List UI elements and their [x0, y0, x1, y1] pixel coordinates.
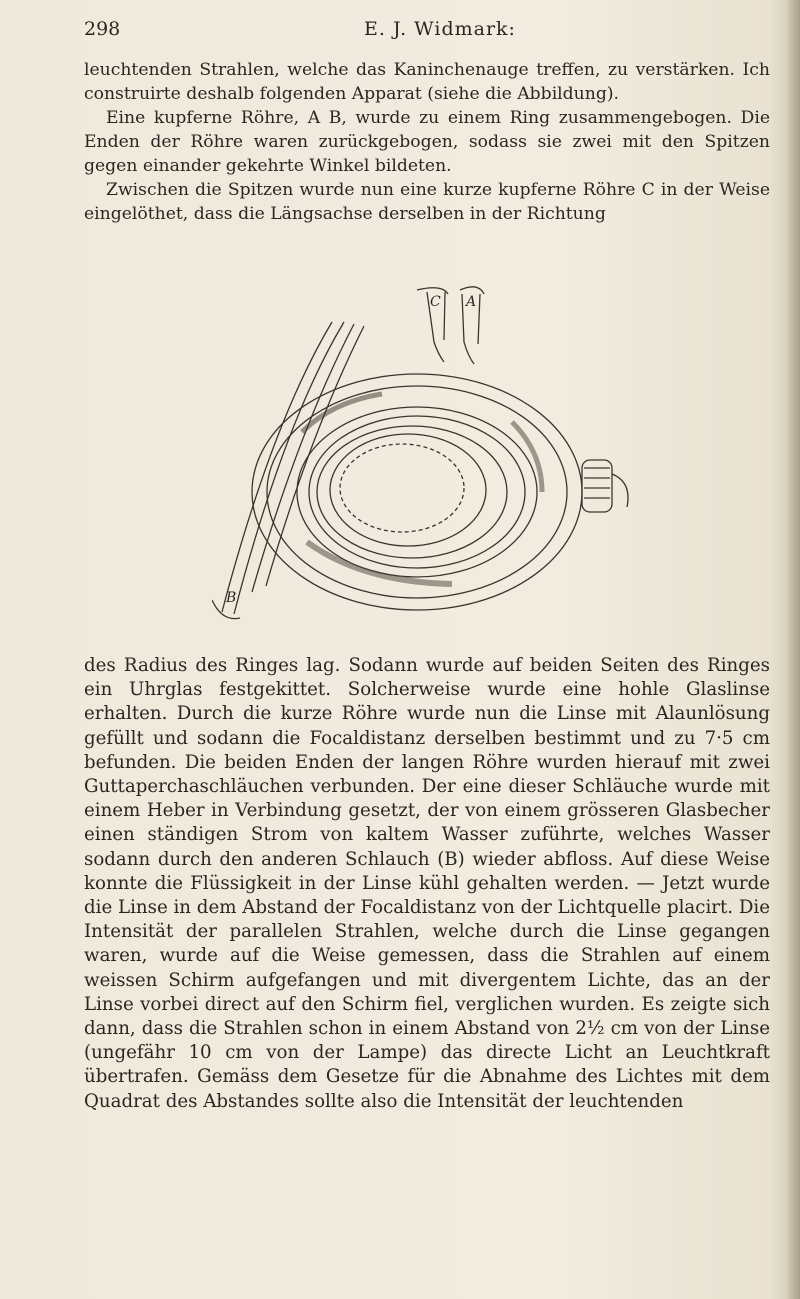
paragraph-2: Eine kupferne Röhre, A B, wurde zu einem Ring zusammengebogen. Die Enden der Röhre waren zurückgebogen, sodass sie zwei mit den Spitzen gegen einander gekehrte Winkel bildeten.	[84, 108, 770, 176]
page-header	[84, 16, 774, 46]
paragraph-1: leuchtenden Strahlen, welche das Kaninchenauge treffen, zu verstärken. Ich construirte deshalb folgenden Apparat (siehe die Abbildung).	[84, 60, 770, 104]
paragraph-4: des Radius des Ringes lag. Sodann wurde auf beiden Seiten des Ringes ein Uhrglas festgekittet. Solcherweise wurde eine hohle Glaslinse erhalten. Durch die kurze Röhre wurde nun die Linse mit Alaunlösung gefüllt und sodann die Focaldistanz derselben bestimmt und zu 7·5 cm befunden. Die beiden Enden der langen Röhre wurden hierauf mit zwei Guttaperchaschläuchen verbunden. Der eine dieser Schläuche wurde mit einem Heber in Verbindung gesetzt, der von einem grösseren Glasbecher einen ständigen Strom von kaltem Wasser zuführte, welches Wasser sodann durch den anderen Schlauch (B) wieder abfloss. Auf diese Weise konnte die Flüssigkeit in der Linse kühl gehalten werden. — Jetzt wurde die Linse in dem Abstand der Focaldistanz von der Lichtquelle placirt. Die Intensität der parallelen Strahlen, welche durch die Linse gegangen waren, wurde auf die Weise gemessen, dass die Strahlen auf einem weissen Schirm aufgefangen und mit divergentem Lichte, das an der Linse vorbei direct auf den Schirm fiel, verglichen wurden. Es zeigte sich dann, dass die Strahlen schon in einem Abstand von 2½ cm von der Linse (ungefähr 10 cm von der Lampe) das directe Licht an Leuchtkraft übertrafen. Gemäss dem Gesetze für die Abnahme des Lichtes mit dem Quadrat des Abstandes sollte also die Intensität der leuchtenden	[84, 655, 770, 1112]
figure-label-b: B	[226, 590, 237, 606]
page-edge	[786, 0, 800, 1299]
figure-label-c: C	[430, 294, 441, 310]
running-head: E. J. Widmark:	[364, 18, 516, 40]
figure-label-a: A	[466, 294, 477, 310]
apparatus-figure	[212, 282, 652, 632]
apparatus-drawing	[212, 282, 652, 632]
paragraph-3: Zwischen die Spitzen wurde nun eine kurze kupferne Röhre C in der Weise eingelöthet, dass die Längsachse derselben in der Richtung	[84, 180, 770, 224]
page-number: 298	[84, 18, 121, 40]
